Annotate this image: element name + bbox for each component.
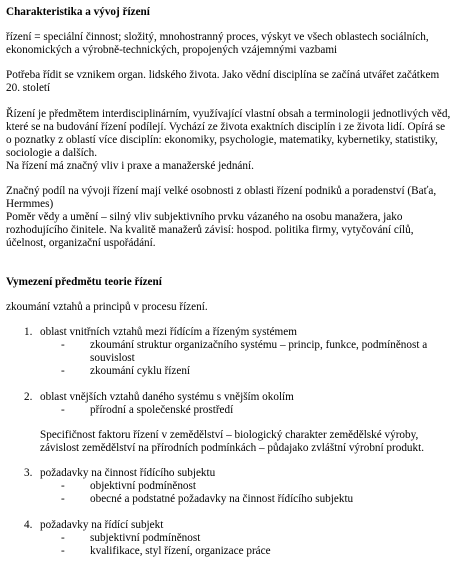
paragraph-definition: řízení = speciální činnost; složitý, mnohostranný proces, výskyt ve všech oblastech sociálních, ekonomických a výrobně-technických, propojených vzájemnými vazbami <box>6 31 429 56</box>
list-item-label: požadavky na činnost řídícího subjektu <box>40 467 216 479</box>
bullet-text: obecné a podstatné požadavky na činnost řídícího subjektu <box>90 493 354 505</box>
list-item-label: požadavky na řídící subjekt <box>40 519 164 531</box>
bullet-text: zkoumání cyklu řízení <box>90 365 191 377</box>
section-heading-charakteristika: Charakteristika a vývoj řízení <box>6 6 150 18</box>
bullet-text: kvalifikace, styl řízení, organizace práce <box>90 545 271 557</box>
bullet-dash: - <box>61 339 65 351</box>
bullet-dash: - <box>61 480 65 492</box>
bullet-text: objektivní podmíněnost <box>90 480 196 492</box>
list-number: 3. <box>24 467 33 479</box>
paragraph-need: Potřeba řídit se vznikem organ. lidského života. Jako vědní disciplína se začíná utvářet začátkem 20. století <box>6 69 440 94</box>
note-paragraph: Specifičnost faktoru řízení v zemědělství – biologický charakter zemědělské výroby, závislost zemědělství na přírodních podmínkách – půdajako zvláštní výrobní produkt. <box>40 429 425 454</box>
section-heading-vymezeni: Vymezení předmětu teorie řízení <box>6 276 162 288</box>
list-number: 4. <box>24 519 33 531</box>
paragraph-science-art: Poměr vědy a umění – silný vliv subjektivního prvku vázaného na osobu manažera, jako rozhodujícího činitele. Na kvalitě manažerů závisí: hospod. politika firmy, vytyčování cílů, účelnost, organizační uspořádání. <box>6 211 414 249</box>
bullet-text: subjektivní podmíněnost <box>90 532 201 544</box>
bullet-dash: - <box>61 404 65 416</box>
paragraph-personalities: Značný podíl na vývoji řízení mají velké osobnosti z oblasti řízení podniků a poradenství (Baťa, Hermmes) <box>6 185 437 210</box>
paragraph-interdisciplinary: Řízení je předmětem interdisciplinárním, využívající vlastní obsah a terminologii jednotlivých věd, které se na budování řízení podílejí. Vychází ze života exaktních disciplín i ze života lidí. Opírá se o poznatky z oblastí více disciplín: ekonomiky, psychologie, matematiky, kybernetiky, statistiky, sociologie a dalších. <box>6 108 451 159</box>
bullet-dash: - <box>61 365 65 377</box>
paragraph-intro: zkoumání vztahů a principů v procesu řízení. <box>6 301 208 313</box>
list-item-label: oblast vnějších vztahů daného systému s vnějším okolím <box>40 391 294 403</box>
bullet-dash: - <box>61 545 65 557</box>
bullet-dash: - <box>61 532 65 544</box>
list-item-label: oblast vnitřních vztahů mezi řídícím a řízeným systémem <box>40 326 297 338</box>
list-number: 2. <box>24 391 33 403</box>
list-number: 1. <box>24 326 33 338</box>
bullet-text: zkoumání struktur organizačního systému – princip, funkce, podmíněnost a souvislost <box>90 339 428 364</box>
bullet-dash: - <box>61 493 65 505</box>
paragraph-practice: Na řízení má značný vliv i praxe a manažerské jednání. <box>6 160 254 172</box>
bullet-text: přírodní a společenské prostředí <box>90 404 234 416</box>
